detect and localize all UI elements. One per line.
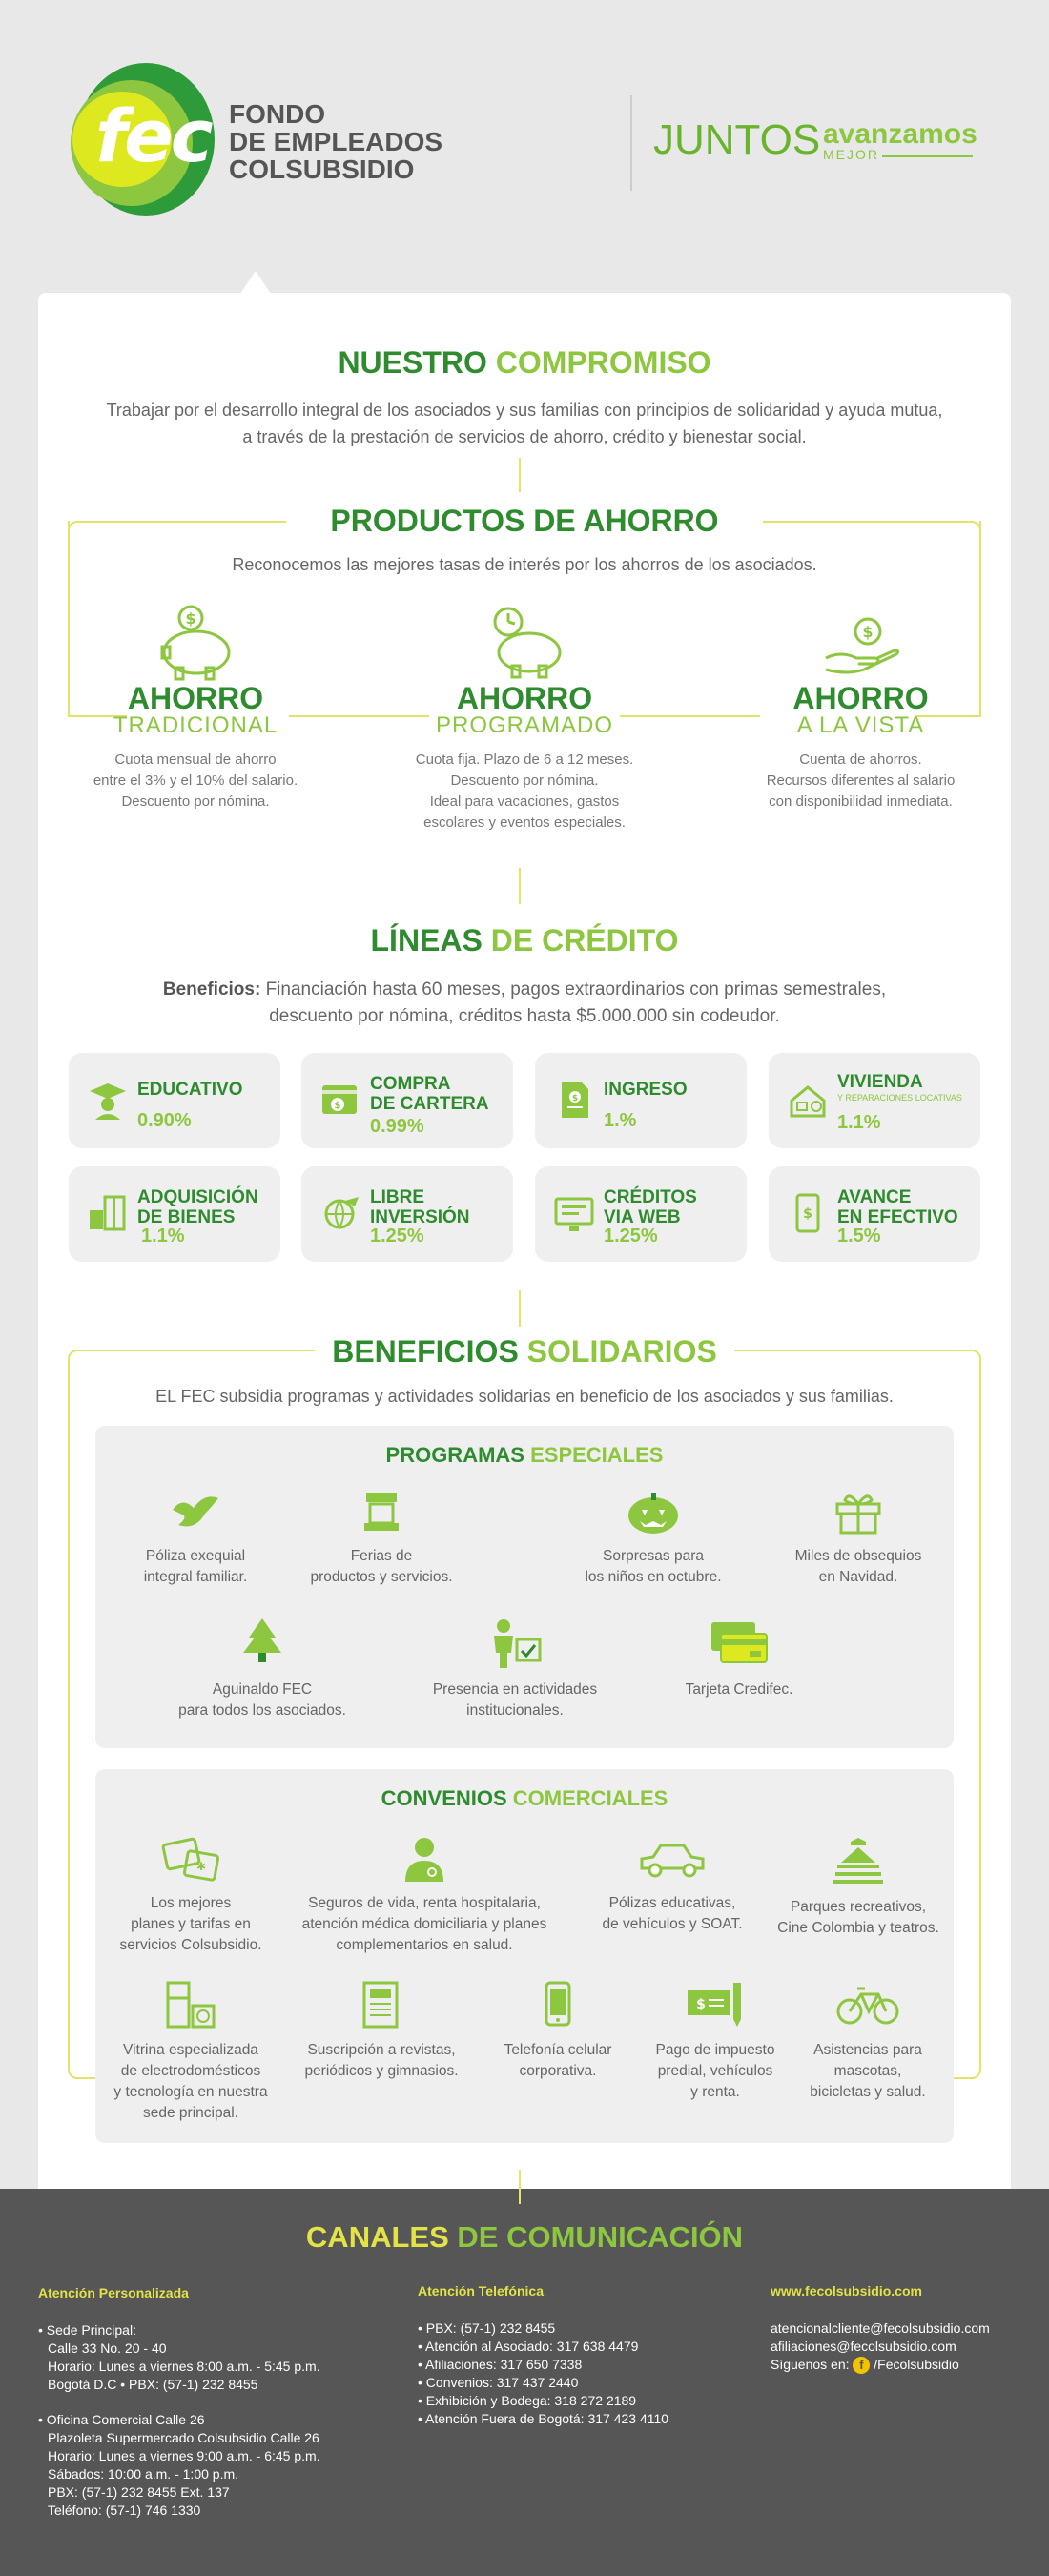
item-line: Vitrina especializada (123, 2042, 258, 2058)
wallet-card-icon (320, 1080, 360, 1120)
market-stall-icon (353, 1489, 410, 1536)
item-line: y renta. (690, 2084, 740, 2100)
phone-line: • Atención al Asociado: 317 638 4479 (418, 2339, 639, 2354)
globe-plane-icon (320, 1193, 360, 1233)
text-line (0, 977, 1049, 1003)
credit-name-line: LIBRE (370, 1187, 424, 1207)
magazine-icon (353, 1979, 410, 2030)
item-line: de electrodomésticos (120, 2063, 261, 2079)
slogan-mejor: MEJOR (823, 147, 879, 162)
programa-item (544, 1489, 763, 1588)
item-line: en Navidad. (818, 1569, 898, 1585)
programa-item (763, 1489, 954, 1588)
credit-name (370, 1187, 470, 1227)
sede-principal-block (38, 2321, 320, 2394)
svg-text:$: $ (185, 609, 196, 628)
credit-rate: 1.1% (837, 1112, 881, 1133)
credito-benefits (0, 977, 1049, 1030)
credit-name-line: COMPRA (370, 1074, 451, 1094)
house-icon (788, 1080, 828, 1120)
convenio-item (763, 1836, 954, 1939)
credit-rate: 1.5% (837, 1226, 881, 1247)
svg-text:✱: ✱ (195, 1860, 207, 1873)
christmas-tree-icon (234, 1617, 291, 1670)
title-part: ESPECIALES (530, 1443, 664, 1467)
credit-compra-cartera (301, 1053, 513, 1148)
header-divider (630, 95, 632, 191)
gift-icon (830, 1489, 887, 1536)
credit-rate: 1.25% (370, 1226, 424, 1247)
desc-line: Cuota fija. Plazo de 6 a 12 meses. (415, 752, 634, 768)
credit-name (370, 1074, 489, 1114)
title-part: PRODUCTOS (330, 504, 525, 538)
item-line: Seguros de vida, renta hospitalaria, (308, 1895, 541, 1911)
phone-money-icon (788, 1193, 828, 1233)
email-link[interactable]: afiliaciones@fecolsubsidio.com (771, 2339, 956, 2354)
programas-panel (95, 1426, 954, 1748)
theater-icon (830, 1836, 887, 1887)
item-line: Aguinaldo FEC (212, 1681, 313, 1698)
footer (0, 2189, 1049, 2576)
item-line: mascotas, (833, 2063, 902, 2079)
title-part: DE COMUNICACIÓN (457, 2220, 744, 2254)
beneficios-title (0, 1334, 1049, 1370)
convenios-panel (95, 1769, 954, 2143)
person-calendar-icon (486, 1617, 544, 1670)
credit-cards-icon (708, 1617, 771, 1670)
title-part: DE CRÉDITO (490, 923, 679, 958)
credit-name-line: AVANCE (837, 1187, 912, 1207)
slogan-juntos: JUNTOS (653, 116, 821, 163)
website-link[interactable]: www.fecolsubsidio.com (771, 2283, 922, 2298)
hand-coin-icon (818, 601, 904, 683)
item-line: Pólizas educativas, (608, 1895, 736, 1911)
programa-item (272, 1489, 491, 1588)
programa-item (153, 1617, 372, 1721)
monitor-icon (554, 1193, 594, 1233)
slogan (653, 116, 977, 164)
phone-heading: Atención Telefónica (418, 2283, 544, 2298)
credit-name: VIVIENDA (837, 1072, 923, 1092)
credito-title (0, 923, 1049, 958)
credit-libre-inversion (301, 1166, 513, 1262)
credit-ingreso (535, 1053, 747, 1148)
convenio-item (472, 1979, 644, 2082)
convenio-item (95, 1836, 286, 1956)
item-line: Los mejores (150, 1895, 232, 1911)
desc-line: escolares y eventos especiales. (423, 814, 626, 831)
text-line: a través de la prestación de servicios de ahorro, crédito y bienestar social. (242, 427, 807, 446)
item-line: Miles de obsequios (794, 1548, 922, 1564)
info-line: Bogotá D.C • PBX: (57-1) 232 8455 (48, 2377, 258, 2392)
item-line: para todos los asociados. (178, 1702, 346, 1719)
item-line: bicicletas y salud. (810, 2084, 926, 2100)
social-row (771, 2356, 990, 2374)
credit-name-line: DE CARTERA (370, 1094, 489, 1114)
item-line: sede principal. (143, 2105, 238, 2121)
text-line: Trabajar por el desarrollo integral de los asociados y sus familias con principios de solidaridad y ayuda mutua, (106, 401, 943, 420)
credit-rate: 1.% (604, 1110, 637, 1131)
product-subtitle: TRADICIONAL (113, 712, 278, 738)
credit-name (137, 1187, 258, 1227)
furniture-icon (88, 1193, 128, 1233)
title-part: CONVENIOS (381, 1786, 507, 1810)
product-ahorro-programado (381, 601, 668, 834)
credit-name-line: INVERSIÓN (370, 1207, 470, 1227)
product-subtitle: PROGRAMADO (435, 712, 613, 738)
credit-name-line: ADQUISICIÓN (137, 1187, 258, 1207)
slogan-avanzamos: avanzamos (823, 118, 977, 150)
credit-via-web (535, 1166, 747, 1262)
tickets-icon (157, 1836, 224, 1884)
credit-name-line: VIA WEB (604, 1207, 681, 1227)
programa-item (95, 1489, 296, 1588)
convenio-item (634, 1979, 796, 2103)
compromiso-title (0, 345, 1049, 381)
product-desc (91, 750, 300, 813)
credit-rate: 0.90% (137, 1110, 192, 1131)
frame-line (979, 521, 981, 717)
phone-line: • Atención Fuera de Bogotá: 317 423 4110 (418, 2411, 669, 2426)
item-line: Suscripción a revistas, (307, 2042, 456, 2058)
credit-sub: Y REPARACIONES LOCATIVAS (837, 1093, 962, 1103)
piggy-bank-icon (153, 601, 238, 683)
phone-line: • PBX: (57-1) 232 8455 (418, 2320, 556, 2336)
connector-line (519, 1290, 521, 1327)
info-line: Calle 33 No. 20 - 40 (48, 2340, 167, 2356)
title-part: LÍNEAS (370, 923, 483, 958)
credit-rate: 1.1% (141, 1226, 185, 1247)
phone-line: • Convenios: 317 437 2440 (418, 2375, 579, 2390)
connector-line (519, 868, 521, 904)
ahorro-intro: Reconocemos las mejores tasas de interés por los ahorros de los asociados. (232, 555, 817, 574)
credit-name (604, 1187, 697, 1227)
product-ahorro-vista (744, 601, 977, 813)
phone-line: • Afiliaciones: 317 650 7338 (418, 2357, 583, 2372)
item-line: Pago de impuesto (655, 2042, 775, 2058)
frame-line (68, 521, 70, 717)
convenios-title (95, 1786, 954, 1811)
pumpkin-icon (625, 1489, 682, 1536)
card-notch (240, 271, 271, 294)
item-line: integral familiar. (143, 1569, 248, 1585)
connector-line (519, 458, 521, 492)
phone-line: • Exhibición y Bodega: 318 272 2189 (418, 2393, 637, 2408)
item-line: y tecnología en nuestra (113, 2084, 268, 2100)
compromiso-text (0, 397, 1049, 450)
email-link[interactable]: atencionalcliente@fecolsubsidio.com (771, 2320, 990, 2336)
piggy-clock-icon (482, 601, 567, 683)
mobile-phone-icon (529, 1979, 586, 2030)
info-line: Horario: Lunes a viernes 9:00 a.m. - 6:45 p.m. (48, 2448, 320, 2463)
title-part: PROGRAMAS (385, 1443, 524, 1467)
product-title: AHORRO (792, 681, 929, 715)
info-line: Teléfono: (57-1) 746 1330 (48, 2503, 201, 2518)
title-part: COMERCIALES (512, 1786, 668, 1810)
desc-line: Recursos diferentes al salario (766, 773, 956, 789)
title-part: CANALES (305, 2220, 449, 2254)
car-icon (636, 1836, 709, 1884)
ahorro-title (0, 504, 1049, 539)
convenio-item (577, 1836, 768, 1935)
programas-title (95, 1443, 954, 1468)
beneficios-intro: EL FEC subsidia programas y actividades solidarias en beneficio de los asociados y sus familias. (155, 1387, 894, 1406)
item-line: atención médica domiciliaria y planes (301, 1916, 547, 1932)
item-line: servicios Colsubsidio. (119, 1937, 262, 1953)
item-line: institucionales. (466, 1702, 564, 1719)
item-line: Sorpresas para (603, 1548, 704, 1564)
credit-name: EDUCATIVO (137, 1080, 243, 1100)
product-title: AHORRO (127, 681, 264, 715)
connector-line (519, 2170, 521, 2204)
item-line: Póliza exequial (145, 1548, 246, 1564)
social-label: Síguenos en: (771, 2357, 850, 2372)
credit-name-line: EN EFECTIVO (837, 1207, 958, 1227)
item-line: complementarios en salud. (336, 1937, 513, 1953)
info-line: Plazoleta Supermercado Colsubsidio Calle 26 (48, 2430, 319, 2445)
product-desc (744, 750, 977, 813)
product-ahorro-tradicional (91, 601, 300, 813)
credit-name-line: CRÉDITOS (604, 1187, 697, 1207)
svg-text:$: $ (803, 1206, 812, 1222)
credit-name (837, 1187, 958, 1227)
item-line: Asistencias para (813, 2042, 922, 2058)
bill-pen-icon (682, 1979, 749, 2030)
desc-line: Cuota mensual de ahorro (114, 752, 277, 768)
bicycle-icon (834, 1979, 901, 2030)
oficina-block (38, 2411, 320, 2520)
credit-educativo (69, 1053, 280, 1148)
item-line: Parques recreativos, (790, 1899, 927, 1915)
brand-line: COLSUBSIDIO (229, 155, 415, 184)
brand-line: DE EMPLEADOS (229, 127, 443, 156)
info-line: Sábados: 10:00 a.m. - 1:00 p.m. (48, 2466, 239, 2482)
info-line: • Oficina Comercial Calle 26 (38, 2412, 205, 2427)
desc-line: entre el 3% y el 10% del salario. (93, 773, 298, 789)
convenio-item (95, 1979, 286, 2124)
personal-column (38, 2284, 320, 2537)
convenio-item (277, 1979, 486, 2082)
info-line: • Sede Principal: (38, 2322, 136, 2338)
doctor-icon (396, 1836, 453, 1884)
item-line: Telefonía celular (504, 2042, 612, 2058)
logo-text: fec (95, 93, 211, 178)
product-title: AHORRO (456, 681, 593, 715)
title-part: COMPROMISO (495, 345, 711, 380)
svg-text:$: $ (334, 1101, 341, 1111)
text-line: descuento por nómina, créditos hasta $5.000.000 sin codeudor. (269, 1006, 780, 1026)
desc-line: Descuento por nómina. (121, 793, 270, 810)
brand-name (229, 100, 442, 183)
header (0, 0, 1049, 286)
item-line: Cine Colombia y teatros. (777, 1920, 939, 1936)
graduation-icon (88, 1080, 128, 1120)
title-part: SOLIDARIOS (526, 1334, 717, 1369)
title-part: DE AHORRO (533, 504, 719, 538)
item-line: planes y tarifas en (131, 1916, 251, 1932)
phone-column (418, 2282, 668, 2428)
credit-name-line: DE BIENES (137, 1207, 236, 1227)
title-part: NUESTRO (338, 345, 487, 380)
benefits-text: Financiación hasta 60 meses, pagos extraordinarios con primas semestrales, (260, 979, 887, 999)
canales-title (0, 2220, 1049, 2255)
item-line: Presencia en actividades (432, 1681, 598, 1698)
desc-line: Descuento por nómina. (450, 773, 599, 789)
svg-text:$: $ (571, 1094, 579, 1103)
desc-line: Cuenta de ahorros. (799, 752, 922, 768)
brand-line: FONDO (229, 99, 326, 129)
dove-icon (167, 1489, 224, 1536)
credit-rate: 0.99% (370, 1116, 424, 1137)
svg-text:$: $ (696, 1997, 706, 2012)
social-handle[interactable]: /Fecolsubsidio (874, 2357, 959, 2372)
facebook-icon[interactable]: f (853, 2357, 870, 2374)
credit-vivienda (769, 1053, 980, 1148)
item-line: periódicos y gimnasios. (304, 2063, 459, 2079)
info-line: Horario: Lunes a viernes 8:00 a.m. - 5:45 p.m. (48, 2359, 320, 2374)
svg-text:$: $ (861, 623, 874, 641)
credit-name: INGRESO (604, 1080, 688, 1100)
web-column (771, 2282, 990, 2374)
item-line: corporativa. (519, 2063, 597, 2079)
slogan-line (882, 155, 973, 157)
convenio-item (281, 1836, 567, 1956)
programa-item (644, 1617, 834, 1700)
document-money-icon (554, 1080, 594, 1120)
product-subtitle: A LA VISTA (796, 712, 925, 738)
title-part: BENEFICIOS (332, 1334, 519, 1369)
item-line: productos y servicios. (310, 1569, 453, 1585)
benefits-label: Beneficios: (162, 979, 261, 999)
info-line: PBX: (57-1) 232 8455 Ext. 137 (48, 2484, 230, 2500)
appliances-icon (162, 1979, 219, 2030)
programa-item (405, 1617, 625, 1721)
credit-avance-efectivo (769, 1166, 980, 1262)
product-desc (381, 750, 668, 834)
item-line: Ferias de (350, 1548, 413, 1564)
item-line: Tarjeta Credifec. (685, 1681, 793, 1698)
convenio-item (782, 1979, 954, 2103)
desc-line: con disponibilidad inmediata. (769, 793, 953, 810)
personal-heading: Atención Personalizada (38, 2285, 189, 2300)
credit-rate: 1.25% (604, 1226, 658, 1247)
item-line: los niños en octubre. (585, 1569, 722, 1585)
item-line: de vehículos y SOAT. (602, 1916, 743, 1932)
credit-adquisicion (69, 1166, 280, 1262)
desc-line: Ideal para vacaciones, gastos (429, 793, 620, 810)
item-line: predial, vehículos (657, 2063, 773, 2079)
